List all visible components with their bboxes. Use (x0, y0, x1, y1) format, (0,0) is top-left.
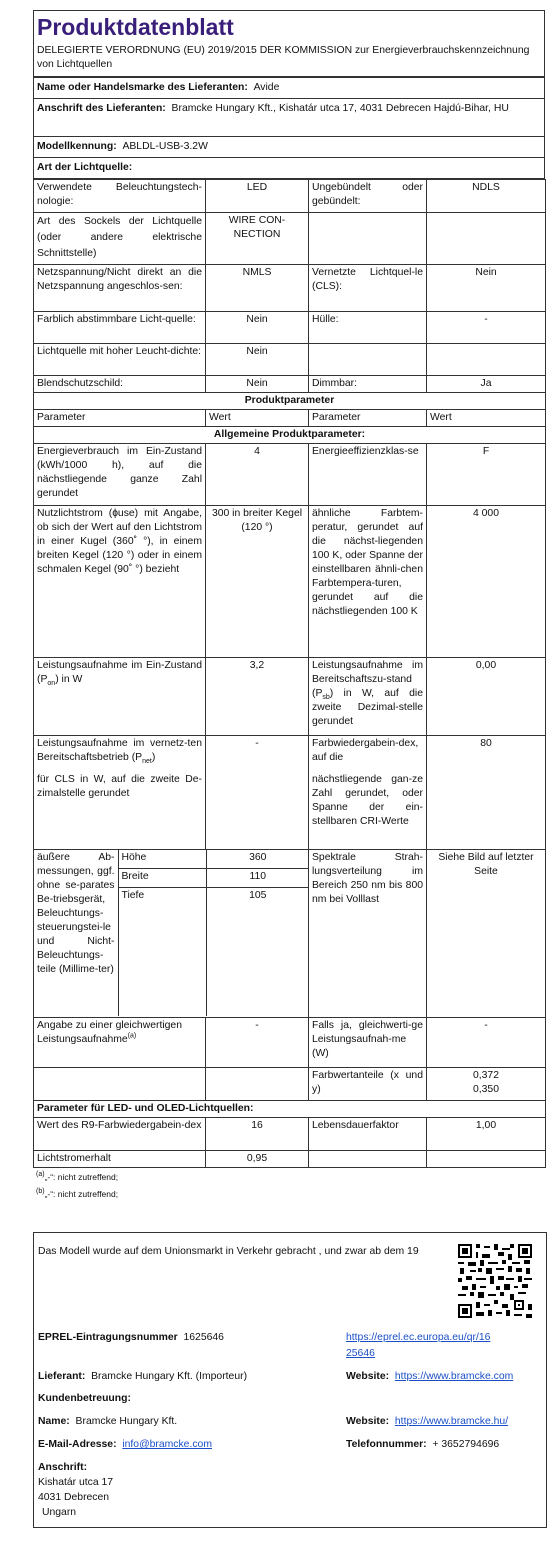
r9-value: 16 (206, 1118, 309, 1151)
envelope-label: Hülle: (309, 312, 427, 344)
supplier-name-value: Avide (253, 82, 280, 93)
supplier-address-label: Anschrift des Lieferanten: (37, 103, 166, 114)
dims-table (34, 850, 309, 1016)
general-params-heading: Allgemeine Produktparameter: (34, 427, 546, 444)
r9-label: Wert des R9-Farbwiedergabein-dex (34, 1118, 206, 1151)
cri-value-empty (427, 772, 546, 850)
envelope-value: - (427, 312, 546, 344)
eprel-row: EPREL-Eintragungsnummer 1625646 (38, 1332, 224, 1343)
high-luminance-label: Lichtquelle mit hoher Leucht-dichte: (34, 344, 206, 376)
dimmable-label: Dimmbar: (309, 376, 427, 393)
pnet-value: - (206, 736, 309, 772)
supplier-address-value: Bramcke Hungary Kft., Kishatár utca 17, 4031 Debrecen Hajdú-Bihar, HU (171, 103, 509, 114)
cri-label-a: Farbwiedergabein-dex, auf die (309, 736, 427, 772)
efficiency-value: F (427, 444, 546, 506)
chroma-empty-label (34, 1068, 206, 1101)
spd-label: Spektrale Strah-lungsverteilung im Bereich 250 nm bis 800 nm bei Volllast (309, 850, 427, 1018)
page-title: Produktdatenblatt (33, 10, 545, 44)
pnet-value-empty (206, 772, 309, 850)
cap-empty-label (309, 213, 427, 265)
directional-value: NDLS (427, 180, 546, 213)
pon-value: 3,2 (206, 658, 309, 736)
maintenance-empty-label (309, 1151, 427, 1168)
survival-label: Lebensdauerfaktor (309, 1118, 427, 1151)
regulation-intro: DELEGIERTE VERORDNUNG (EU) 2019/2015 DER KOMMISSION zur Energieverbrauchskennzeichnung von Lichtquellen (33, 44, 545, 77)
mains-value: NMLS (206, 265, 309, 312)
dimmable-value: Ja (427, 376, 546, 393)
tech-label: Verwendete Beleuchtungstech-nologie: (34, 180, 206, 213)
website-row-1: Website: https://www.bramcke.com (346, 1371, 514, 1382)
cls-label: Vernetzte Lichtquel-le (CLS): (309, 265, 427, 312)
col-value-2: Wert (427, 410, 546, 427)
chroma-value: 0,372 0,350 (427, 1068, 546, 1101)
equiv-label: Angabe zu einer gleichwertigen Leistungsaufnahme$^{(a)}$ (34, 1018, 206, 1068)
cap-label: Art des Sockels der Lichtquelle (oder andere elektrische Schnittstelle) (34, 213, 206, 265)
col-param-1: Parameter (34, 410, 206, 427)
psb-value: 0,00 (427, 658, 546, 736)
supplier-row: Lieferant: Bramcke Hungary Kft. (Importeur) (38, 1371, 248, 1382)
dim-height-value: 360 (206, 850, 309, 868)
chroma-label: Farbwertanteile (x und y) (309, 1068, 427, 1101)
maintenance-label: Lichtstromerhalt (34, 1151, 206, 1168)
model-label: Modellkennung: (37, 141, 117, 152)
footnote-b: $^{(b)}$„-“: nicht zutreffend; (36, 1188, 119, 1199)
flux-value: 300 in breiter Kegel (120 °) (206, 506, 309, 658)
email-row: E-Mail-Adresse: info@bramcke.com (38, 1439, 212, 1450)
col-param-2: Parameter (309, 410, 427, 427)
website-link-1[interactable]: https://www.bramcke.com (394, 1371, 514, 1382)
chroma-empty-value (206, 1068, 309, 1101)
energy-label: Energieverbrauch im Ein-Zustand (kWh/1000 h), auf die nächstliegende ganze Zahl gerundet (34, 444, 206, 506)
maintenance-empty-value (427, 1151, 546, 1168)
footnote-a: $^{(a)}$„-“: nicht zutreffend; (36, 1171, 119, 1182)
website-link-2[interactable]: https://www.bramcke.hu/ (394, 1416, 509, 1427)
customer-service-label: Kundenbetreuung: (38, 1393, 131, 1404)
equiv-value: - (206, 1018, 309, 1068)
pnet-label-cont: für CLS in W, auf die zweite De-zimalstelle gerundet (34, 772, 206, 850)
address-line-1: Kishatár utca 17 (38, 1477, 114, 1488)
dim-height-label: Höhe (118, 850, 206, 868)
pnet-label: Leistungsaufnahme im vernetz-ten Bereitschaftsbetrieb $(P_{net})$ (34, 736, 206, 772)
antiglare-value: Nein (206, 376, 309, 393)
equiv2-value: - (427, 1018, 546, 1068)
eprel-link[interactable]: https://eprel.ec.europa.eu/qr/16 25646 (346, 1332, 491, 1359)
survival-value: 1,00 (427, 1118, 546, 1151)
parameter-table (33, 179, 546, 1168)
dims-cell (34, 850, 309, 1018)
tunable-value: Nein (206, 312, 309, 344)
equiv2-label: Falls ja, gleichwerti-ge Leistungsaufnah-me (W) (309, 1018, 427, 1068)
market-text: Das Modell wurde auf dem Unionsmarkt in Verkehr gebracht , und zwar ab dem 19 (38, 1246, 419, 1257)
cri-value: 80 (427, 736, 546, 772)
cri-label-b: nächstliegende gan-ze Zahl gerundet, oder Spanne der ein-stellbaren CRI-Werte (309, 772, 427, 850)
dims-label: äußere Ab-messungen, ggf. ohne se-parates Be-triebsgerät, Beleuchtungs-steuerungstei-le und Nicht-Beleuchtungs-teile (Millime-ter) (34, 850, 118, 1016)
high-luminance-empty-label (309, 344, 427, 376)
email-link[interactable]: info@bramcke.com (122, 1439, 212, 1450)
maintenance-value: 0,95 (206, 1151, 309, 1168)
cap-value: WIRE CON-NECTION (206, 213, 309, 265)
antiglare-label: Blendschutzschild: (34, 376, 206, 393)
header-table (33, 77, 545, 179)
dim-width-label: Breite (118, 868, 206, 887)
col-value-1: Wert (206, 410, 309, 427)
spd-value: Siehe Bild auf letzter Seite (427, 850, 546, 1018)
cls-value: Nein (427, 265, 546, 312)
mains-label: Netzspannung/Nicht direkt an die Netzspannung angeschlos-sen: (34, 265, 206, 312)
model-value: ABLDL-USB-3.2W (122, 141, 208, 152)
flux-label: Nutzlichtstrom (ɸuse) mit Angabe, ob sich der Wert auf den Lichtstrom in einer Kugel (360˚ °), in einem breiten Kegel (120 °) oder in einem schmalen Kegel (90˚ °) bezieht (34, 506, 206, 658)
qr-code-icon[interactable] (458, 1244, 532, 1318)
address-line-3: Ungarn (42, 1507, 77, 1518)
high-luminance-empty-value (427, 344, 546, 376)
psb-label: Leistungsaufnahme im Bereitschaftszu-stand $(P_{sb})$ in W, auf die zweite Dezimal-stelle gerundet (309, 658, 427, 736)
efficiency-label: Energieeffizienzklas-se (309, 444, 427, 506)
tech-value: LED (206, 180, 309, 213)
light-source-type-heading: Art der Lichtquelle: (34, 158, 545, 179)
name-row: Name: Bramcke Hungary Kft. (38, 1416, 178, 1427)
address-label: Anschrift: (38, 1462, 88, 1473)
high-luminance-value: Nein (206, 344, 309, 376)
pon-label: Leistungsaufnahme im Ein-Zustand $(P_{on})$ in W (34, 658, 206, 736)
dim-depth-value: 105 (206, 888, 309, 907)
energy-value: 4 (206, 444, 309, 506)
led-params-heading: Parameter für LED- und OLED-Lichtquellen: (34, 1101, 546, 1118)
address-line-2: 4031 Debrecen (38, 1492, 110, 1503)
website-row-2: Website: https://www.bramcke.hu/ (346, 1416, 509, 1427)
phone-row: Telefonnummer: + 3652794696 (346, 1439, 500, 1450)
directional-label: Ungebündelt oder gebündelt: (309, 180, 427, 213)
cct-value: 4 000 (427, 506, 546, 658)
dim-width-value: 110 (206, 868, 309, 887)
cct-label: ähnliche Farbtem-peratur, gerundet auf die nächst-liegenden 100 K, oder Spanne der einstellbaren ähnli-chen Farbtempera-turen, gerundet auf die nächstliegenden 100 K (309, 506, 427, 658)
supplier-name-label: Name oder Handelsmarke des Lieferanten: (37, 82, 248, 93)
dim-depth-label: Tiefe (118, 888, 206, 907)
tunable-label: Farblich abstimmbare Licht-quelle: (34, 312, 206, 344)
datasheet (33, 10, 545, 1202)
product-params-heading: Produktparameter (34, 393, 546, 410)
cap-empty-value (427, 213, 546, 265)
